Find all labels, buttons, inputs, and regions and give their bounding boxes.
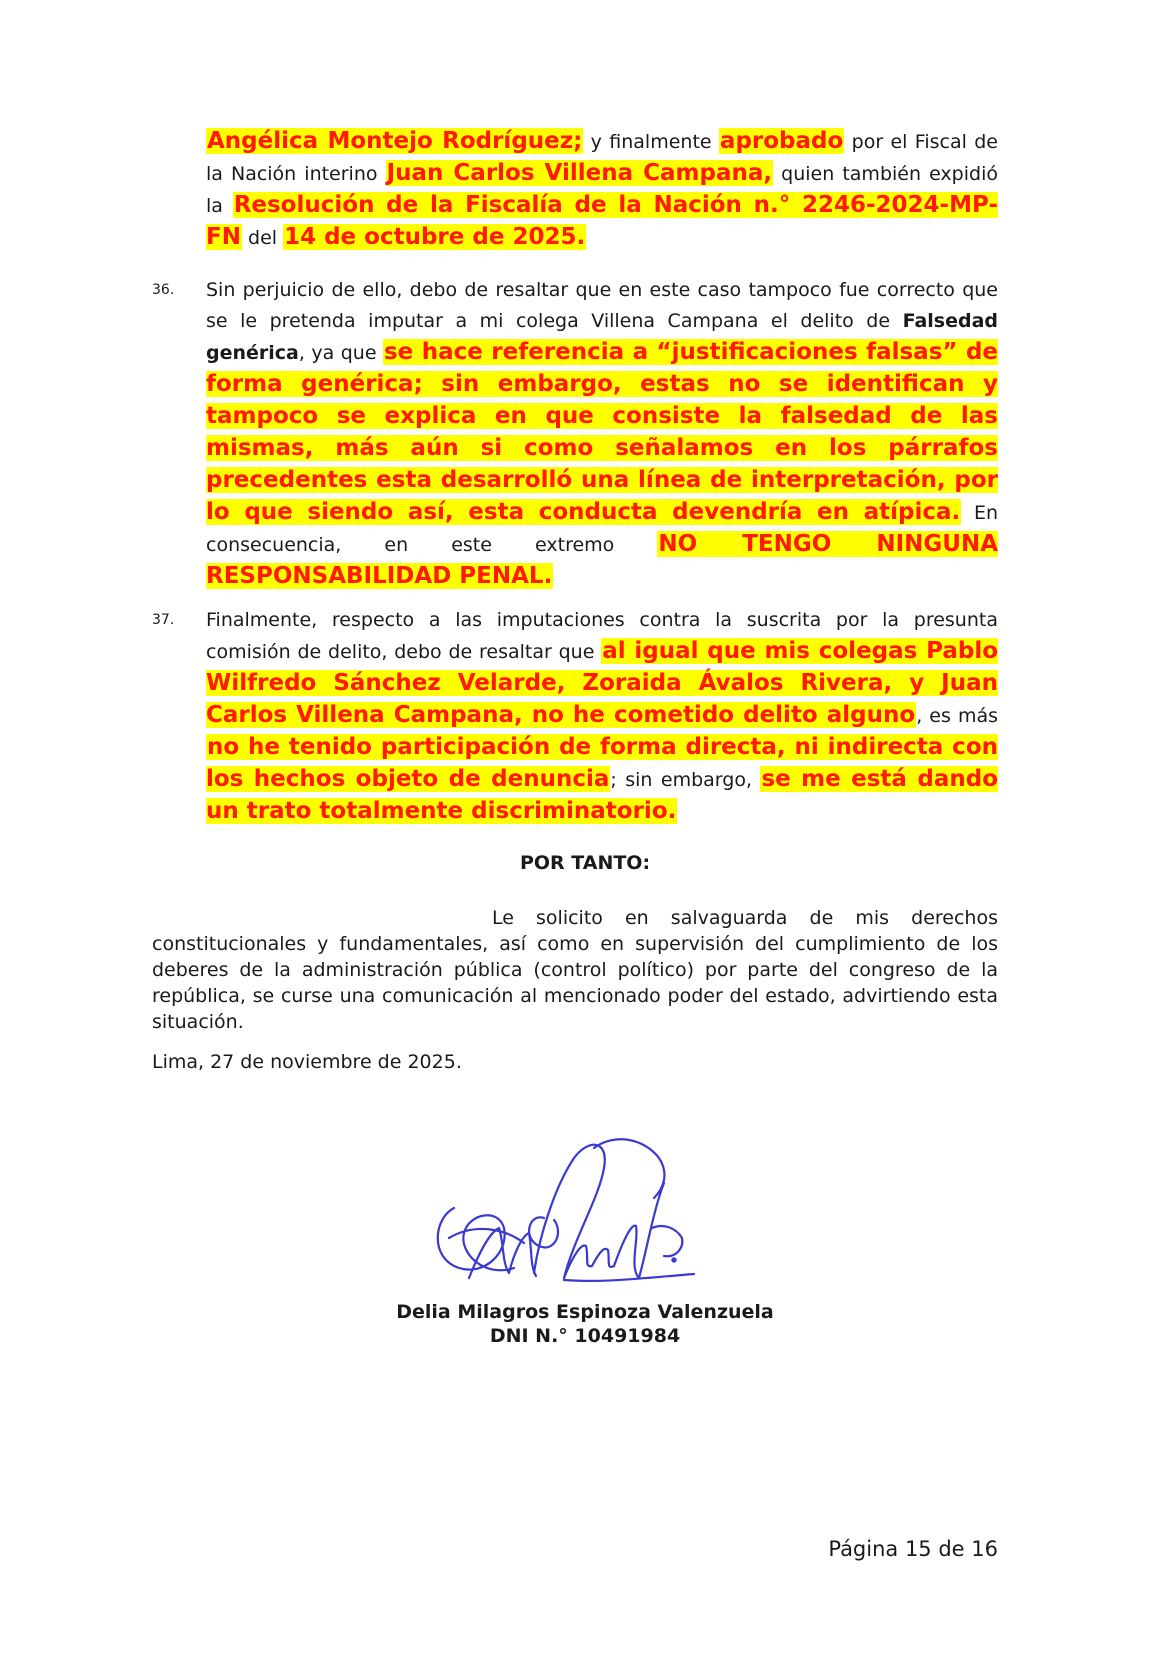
paragraph-37 [206, 605, 998, 828]
highlight-name-angelica: Angélica Montejo Rodríguez; [207, 128, 583, 154]
paragraph-36 [206, 275, 998, 593]
highlight-date: 14 de octubre de 2025. [284, 224, 586, 250]
text-run: En consecuencia, en este extremo [206, 502, 998, 556]
highlight-no-participation: no he tenido participación de forma directa, ni indirecta con los hechos objeto de denuncia [206, 734, 998, 792]
text-run: quien también expidió la [206, 163, 998, 217]
text-run: Finalmente, respecto a las imputaciones contra la suscrita por la presunta comisión de delito, debo de resaltar que [206, 609, 998, 663]
signer-dni: DNI N.° 10491984 [489, 1325, 681, 1347]
closing-date: Lima, 27 de noviembre de 2025. [152, 1051, 462, 1073]
bold-term: Falsedad genérica [206, 310, 998, 364]
closing-request: Le solicito en salvaguarda de mis derechos constitucionales y fundamentales, así como en supervisión del cumplimiento de los deberes de la administración pública (control político) por parte del congreso de la república, se curse una comunicación al mencionado poder del estado, advirtiendo esta situación. [152, 907, 998, 1033]
text-run: del [241, 227, 284, 249]
paragraph-number-36: 36. [152, 282, 175, 298]
highlight-no-responsibility: NO TENGO NINGUNA RESPONSABILIDAD PENAL. [206, 531, 998, 589]
text-run: por el Fiscal de la Nación interino [206, 131, 998, 185]
handwritten-signature [414, 1128, 714, 1298]
highlight-resolution: Resolución de la Fiscalía de la Nación n.° 2246-2024-MP-FN [206, 192, 998, 250]
closing-title: POR TANTO: [519, 852, 651, 874]
text-run: ; sin embargo, [610, 769, 761, 791]
text-run: , es más [916, 705, 998, 727]
highlight-name-villena: Juan Carlos Villena Campana, [386, 160, 773, 186]
paragraph-continuation [206, 126, 998, 254]
page-number: Página 15 de 16 [828, 1537, 998, 1561]
text-run: y finalmente [583, 131, 719, 153]
highlight-aprobado: aprobado [719, 128, 844, 154]
text-run: Sin perjuicio de ello, debo de resaltar que en este caso tampoco fue correcto que se le pretenda imputar a mi colega Villena Campana el delito de [206, 279, 998, 332]
signer-block [0, 1300, 1170, 1348]
highlight-argument: se hace referencia a “justificaciones falsas” de forma genérica; sin embargo, estas no se identifican y tampoco se explica en que consiste la falsedad de las mismas, más aún si como señalamos en los párrafos precedentes esta desarrolló una línea de interpretación, por lo que siendo así, esta conducta devendría en atípica. [206, 339, 999, 525]
highlight-colleagues: al igual que mis colegas Pablo Wilfredo Sánchez Velarde, Zoraida Ávalos Rivera, y Juan Carlos Villena Campana, no he cometido delito alguno [206, 638, 999, 728]
text-run: , ya que [298, 342, 383, 364]
signer-name: Delia Milagros Espinoza Valenzuela [396, 1301, 774, 1323]
highlight-discrimination: se me está dando un trato totalmente discriminatorio. [206, 766, 998, 824]
paragraph-number-37: 37. [152, 612, 175, 628]
